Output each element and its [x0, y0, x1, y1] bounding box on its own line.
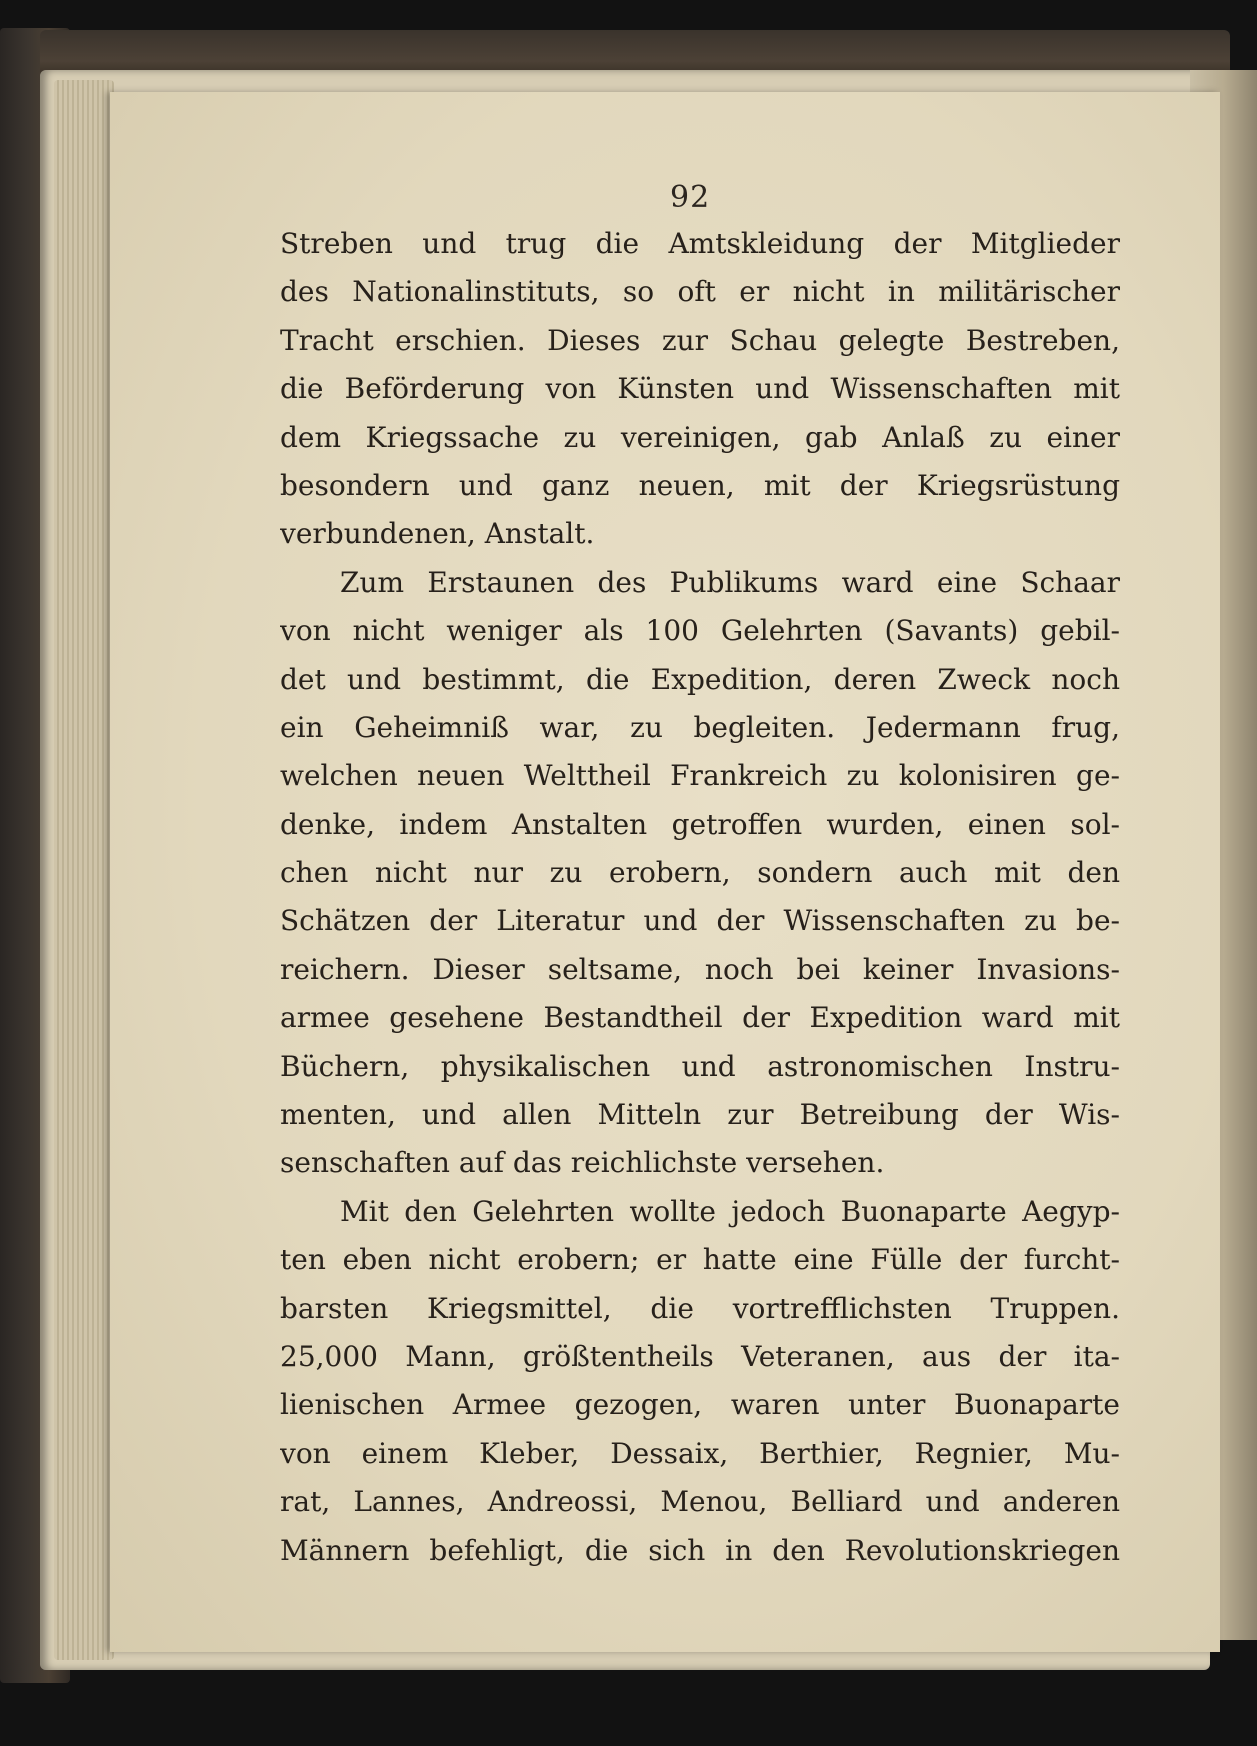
text-line: ein Geheimniß war, zu begleiten. Jedermann frug, [280, 710, 1120, 744]
text-line: Tracht erschien. Dieses zur Schau gelegte Bestreben, [280, 323, 1120, 357]
text-line: armee gesehene Bestandtheil der Expedition ward mit [280, 1001, 1120, 1035]
text-line: menten, und allen Mitteln zur Betreibung der Wis- [280, 1098, 1120, 1132]
page-number: 92 [670, 180, 711, 215]
text-line: welchen neuen Welttheil Frankreich zu kolonisiren ge- [280, 759, 1120, 793]
text-line: barsten Kriegsmittel, die vortrefflichsten Truppen. [280, 1291, 1120, 1325]
text-line: Büchern, physikalischen und astronomischen Instru- [280, 1049, 1120, 1083]
text-line: ten eben nicht erobern; er hatte eine Fülle der furcht- [280, 1243, 1120, 1277]
text-line: von nicht weniger als 100 Gelehrten (Savants) gebil- [280, 614, 1120, 648]
text-line: des Nationalinstituts, so oft er nicht in militärischer [280, 275, 1120, 309]
text-line: dem Kriegssache zu vereinigen, gab Anlaß zu einer [280, 420, 1120, 454]
text-line: denke, indem Anstalten getroffen wurden, einen sol- [280, 807, 1120, 841]
book-page [110, 92, 1220, 1652]
text-line: 25,000 Mann, größtentheils Veteranen, aus der ita- [280, 1339, 1120, 1373]
text-line: chen nicht nur zu erobern, sondern auch mit den [280, 856, 1120, 890]
text-line: besondern und ganz neuen, mit der Kriegsrüstung [280, 468, 1120, 502]
text-line: Mit den Gelehrten wollte jedoch Buonaparte Aegyp- [340, 1194, 1120, 1228]
text-line: rat, Lannes, Andreossi, Menou, Belliard und anderen [280, 1485, 1120, 1519]
text-line: von einem Kleber, Dessaix, Berthier, Regnier, Mu- [280, 1436, 1120, 1470]
text-line: Streben und trug die Amtskleidung der Mitglieder [280, 227, 1120, 260]
text-line: Männern befehligt, die sich in den Revolutionskriegen [280, 1533, 1120, 1567]
text-line: die Beförderung von Künsten und Wissenschaften mit [280, 372, 1120, 406]
text-line: reichern. Dieser seltsame, noch bei keiner Invasions- [280, 952, 1120, 986]
text-line: Schätzen der Literatur und der Wissenschaften zu be- [280, 904, 1120, 938]
text-line: Zum Erstaunen des Publikums ward eine Schaar [340, 565, 1120, 599]
body-text [280, 220, 1120, 1575]
text-line: det und bestimmt, die Expedition, deren Zweck noch [280, 662, 1120, 696]
text-line: verbundenen, Anstalt. [280, 517, 595, 551]
text-line: senschaften auf das reichlichste versehen. [280, 1146, 885, 1180]
text-line: lienischen Armee gezogen, waren unter Buonaparte [280, 1388, 1120, 1422]
